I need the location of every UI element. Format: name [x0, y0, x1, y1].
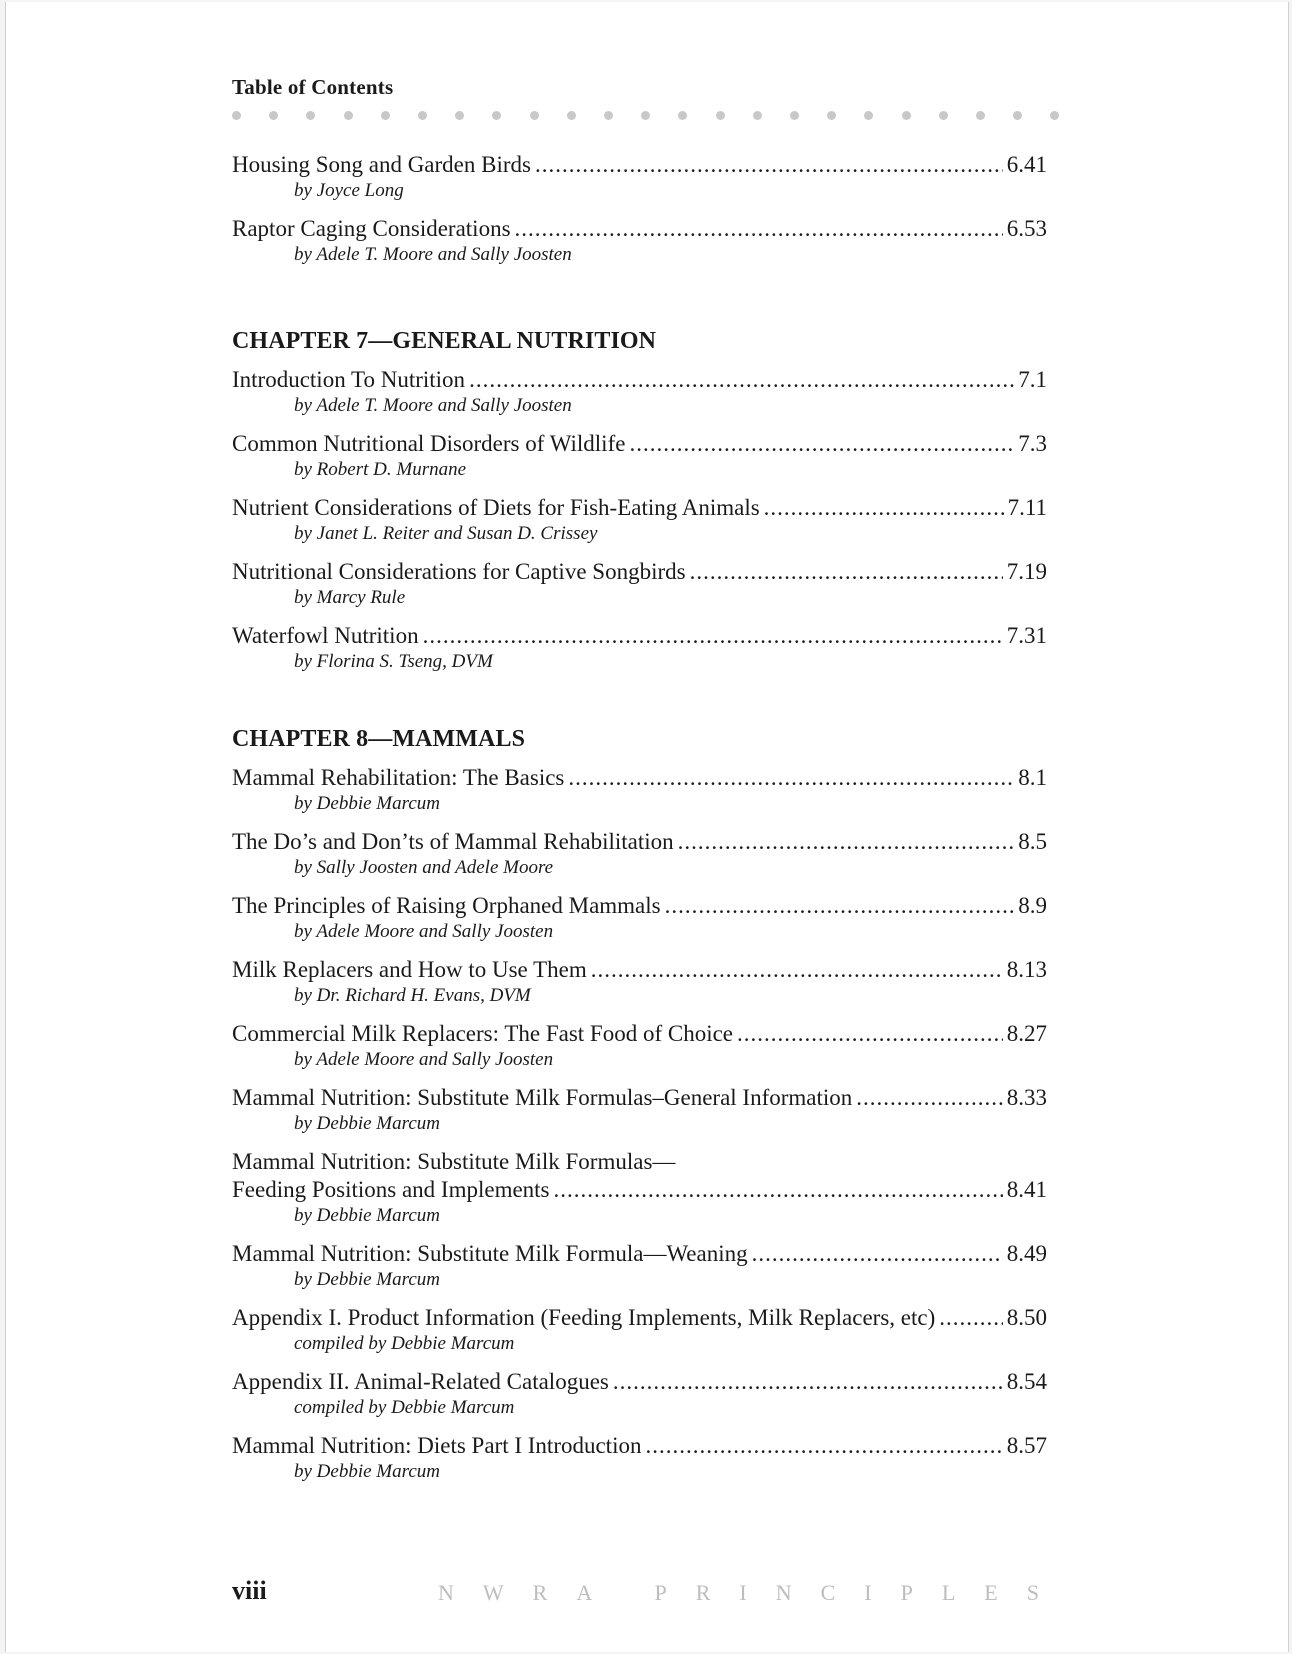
- entry-title: The Principles of Raising Orphaned Mammals: [232, 893, 661, 918]
- toc-entry[interactable]: [232, 1432, 1047, 1484]
- dot-leader: [678, 828, 1015, 856]
- rule-dot: [753, 111, 762, 120]
- entry-page: 8.57: [1006, 1433, 1047, 1458]
- entry-title: Housing Song and Garden Birds: [232, 152, 531, 177]
- rule-dot: [827, 111, 836, 120]
- entry-page: 6.53: [1006, 216, 1047, 241]
- entry-page: 8.5: [1018, 829, 1047, 854]
- footer-wordmark: NWRA PRINCIPLES: [438, 1580, 1068, 1605]
- entry-title: Nutritional Considerations for Captive Songbirds: [232, 559, 686, 584]
- rule-dot: [455, 111, 464, 120]
- entry-author: by Robert D. Murnane: [294, 459, 467, 480]
- entry-title: Appendix I. Product Information (Feeding Implements, Milk Replacers, etc): [232, 1305, 936, 1330]
- dot-leader: [591, 956, 1003, 984]
- entry-author: by Florina S. Tseng, DVM: [294, 651, 493, 672]
- entry-title: Milk Replacers and How to Use Them: [232, 957, 587, 982]
- entry-title: Mammal Nutrition: Diets Part I Introduction: [232, 1433, 642, 1458]
- entry-author: compiled by Debbie Marcum: [294, 1333, 515, 1354]
- toc-entry[interactable]: [232, 494, 1047, 546]
- dot-leader: [535, 151, 1003, 179]
- running-head: Table of Contents: [232, 75, 394, 99]
- document-page: [5, 2, 1289, 1652]
- entry-author: by Sally Joosten and Adele Moore: [294, 857, 554, 878]
- entry-title: Feeding Positions and Implements: [232, 1177, 550, 1202]
- rule-dot: [492, 111, 501, 120]
- entry-author: by Adele Moore and Sally Joosten: [294, 1049, 554, 1070]
- dot-leader: [423, 622, 1003, 650]
- entry-author: by Debbie Marcum: [294, 793, 440, 814]
- dot-leader: [856, 1084, 1002, 1112]
- dot-leader: [737, 1020, 1003, 1048]
- toc-entry[interactable]: [232, 1084, 1047, 1136]
- toc-entry[interactable]: [232, 215, 1047, 267]
- entry-author: by Debbie Marcum: [294, 1205, 440, 1226]
- entry-title: Introduction To Nutrition: [232, 367, 466, 392]
- entry-title: Common Nutritional Disorders of Wildlife: [232, 431, 626, 456]
- entry-author: by Debbie Marcum: [294, 1269, 440, 1290]
- dot-leader: [629, 430, 1014, 458]
- dot-leader: [665, 892, 1015, 920]
- entry-author: by Adele Moore and Sally Joosten: [294, 921, 554, 942]
- dot-leader: [469, 366, 1014, 394]
- dot-leader: [752, 1240, 1003, 1268]
- rule-dot: [1013, 111, 1022, 120]
- section-chapter-7: [232, 326, 1047, 686]
- entry-page: 8.33: [1006, 1085, 1047, 1110]
- rule-dot: [567, 111, 576, 120]
- entry-page: 8.13: [1006, 957, 1047, 982]
- entry-title-first-line: Mammal Nutrition: Substitute Milk Formulas—: [232, 1149, 676, 1174]
- entry-page: 8.54: [1006, 1369, 1047, 1394]
- section-chapter-8: [232, 724, 1047, 1496]
- dot-leader: [645, 1432, 1002, 1460]
- toc-entry[interactable]: [232, 828, 1047, 880]
- toc-entry[interactable]: [232, 1240, 1047, 1292]
- toc-entry[interactable]: [232, 430, 1047, 482]
- dot-leader: [554, 1176, 1003, 1204]
- toc-entry[interactable]: [232, 1020, 1047, 1072]
- entry-author: compiled by Debbie Marcum: [294, 1397, 515, 1418]
- rule-dot: [269, 111, 278, 120]
- chapter-heading: CHAPTER 7—GENERAL NUTRITION: [232, 328, 657, 354]
- entry-page: 8.50: [1006, 1305, 1047, 1330]
- entry-author: by Marcy Rule: [294, 587, 406, 608]
- toc-entry[interactable]: [232, 956, 1047, 1008]
- dot-leader: [568, 764, 1014, 792]
- entry-title: Mammal Rehabilitation: The Basics: [232, 765, 565, 790]
- dot-leader: [515, 215, 1003, 243]
- rule-dot: [641, 111, 650, 120]
- toc-entry[interactable]: [232, 764, 1047, 816]
- rule-dot: [232, 111, 241, 120]
- entry-title: Raptor Caging Considerations: [232, 216, 511, 241]
- entry-author: by Janet L. Reiter and Susan D. Crissey: [294, 523, 598, 544]
- dot-leader: [939, 1304, 1003, 1332]
- entry-page: 6.41: [1006, 152, 1047, 177]
- entry-title: Appendix II. Animal-Related Catalogues: [232, 1369, 609, 1394]
- toc-entry[interactable]: [232, 558, 1047, 610]
- toc-entry[interactable]: [232, 1368, 1047, 1420]
- page-number: viii: [232, 1576, 267, 1605]
- dotted-rule: [232, 111, 1062, 123]
- rule-dot: [939, 111, 948, 120]
- rule-dot: [678, 111, 687, 120]
- entry-page: 8.1: [1018, 765, 1047, 790]
- rule-dot: [902, 111, 911, 120]
- entry-page: 8.9: [1018, 893, 1047, 918]
- dot-leader: [613, 1368, 1003, 1396]
- dot-leader: [764, 494, 1004, 522]
- entry-title: Nutrient Considerations of Diets for Fish-Eating Animals: [232, 495, 760, 520]
- entry-author: by Dr. Richard H. Evans, DVM: [294, 985, 531, 1006]
- entry-title: Mammal Nutrition: Substitute Milk Formula—Weaning: [232, 1241, 748, 1266]
- dot-leader: [690, 558, 1003, 586]
- entry-title: Commercial Milk Replacers: The Fast Food of Choice: [232, 1021, 734, 1046]
- entry-page: 7.3: [1018, 431, 1047, 456]
- entry-title: Mammal Nutrition: Substitute Milk Formulas–General Information: [232, 1085, 853, 1110]
- rule-dot: [790, 111, 799, 120]
- toc-entry[interactable]: [232, 1148, 1047, 1228]
- rule-dot: [864, 111, 873, 120]
- entry-author: by Adele T. Moore and Sally Joosten: [294, 244, 572, 265]
- rule-dot: [716, 111, 725, 120]
- entry-page: 8.49: [1006, 1241, 1047, 1266]
- entry-page: 7.19: [1006, 559, 1047, 584]
- entry-page: 7.1: [1018, 367, 1047, 392]
- entry-page: 8.41: [1006, 1177, 1047, 1202]
- entry-author: by Joyce Long: [294, 180, 404, 201]
- rule-dot: [381, 111, 390, 120]
- entry-title: The Do’s and Don’ts of Mammal Rehabilitation: [232, 829, 674, 854]
- entry-author: by Adele T. Moore and Sally Joosten: [294, 395, 572, 416]
- toc-entry[interactable]: [232, 151, 1047, 203]
- toc-entry[interactable]: [232, 1304, 1047, 1356]
- rule-dot: [530, 111, 539, 120]
- toc-entry[interactable]: [232, 366, 1047, 418]
- rule-dot: [976, 111, 985, 120]
- entry-author: by Debbie Marcum: [294, 1461, 440, 1482]
- toc-entry[interactable]: [232, 622, 1047, 674]
- entry-page: 7.11: [1007, 495, 1047, 520]
- rule-dot: [1050, 111, 1059, 120]
- rule-dot: [306, 111, 315, 120]
- entry-title: Waterfowl Nutrition: [232, 623, 419, 648]
- toc-entry[interactable]: [232, 892, 1047, 944]
- chapter-heading: CHAPTER 8—MAMMALS: [232, 726, 526, 752]
- entry-author: by Debbie Marcum: [294, 1113, 440, 1134]
- rule-dot: [344, 111, 353, 120]
- rule-dot: [604, 111, 613, 120]
- entry-page: 8.27: [1006, 1021, 1047, 1046]
- rule-dot: [418, 111, 427, 120]
- entry-page: 7.31: [1006, 623, 1047, 648]
- section-continued: [232, 151, 1047, 279]
